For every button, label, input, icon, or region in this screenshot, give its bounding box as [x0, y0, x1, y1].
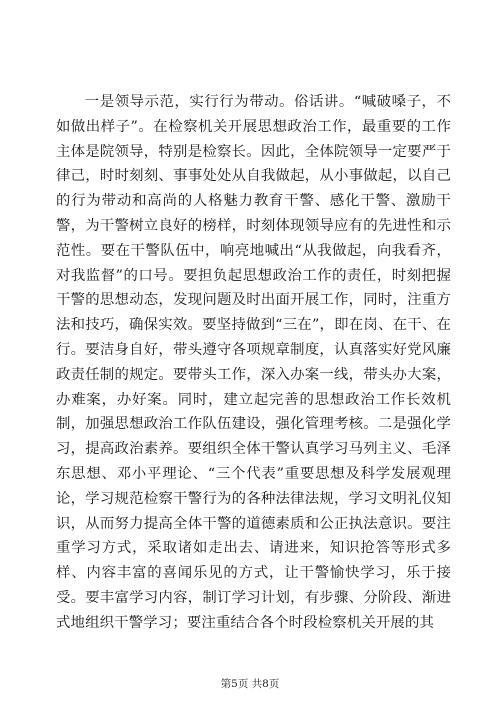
body-paragraph: 一是领导示范，实行行为带动。俗话讲。“喊破嗓子，不如做出样子”。在检察机关开展思想政治工作，最重要的工作主体是院领导，特别是检察长。因此，全体院领导一定要严于律己，时时刻刻、事事处处从自我做起，从小事做起，以自己的行为带动和高尚的人格魅力教育干警、感化干警、激励干警，为干警树立良好的榜样，时刻体现领导应有的先进性和示范性。要在干警队伍中，响亮地喊出“从我做起，向我看齐，对我监督”的口号。要担负起思想政治工作的责任，时刻把握干警的思想动态，发现问题及时出面开展工作，同时，注重方法和技巧，确保实效。要坚持做到“三在”，即在岗、在干、在行。要洁身自好，带头遵守各项规章制度，认真落实好党风廉政责任制的规定。要带头工作，深入办案一线，带头办大案，办难案，办好案。同时，建立起完善的思想政治工作长效机制，加强思想政治工作队伍建设，强化管理考核。二是强化学习，提高政治素养。要组织全体干警认真学习马列主义、毛泽东思想、邓小平理论、“三个代表”重要思想及科学发展观理论，学习规范检察干警行为的各种法律法规，学习文明礼仪知识，从而努力提高全体干警的道德素质和公正执法意识。要注重学习方式，采取诸如走出去、请进来，知识抢答等形式多样、内容丰富的喜闻乐见的方式，让干警愉快学习，乐于接受。要丰富学习内容，制订学习计划，有步骤、分阶段、渐进式地组织干警学习；要注重结合各个时段检察机关开展的其: [56, 94, 451, 631]
page-number: 第5页 共8页: [220, 678, 280, 690]
